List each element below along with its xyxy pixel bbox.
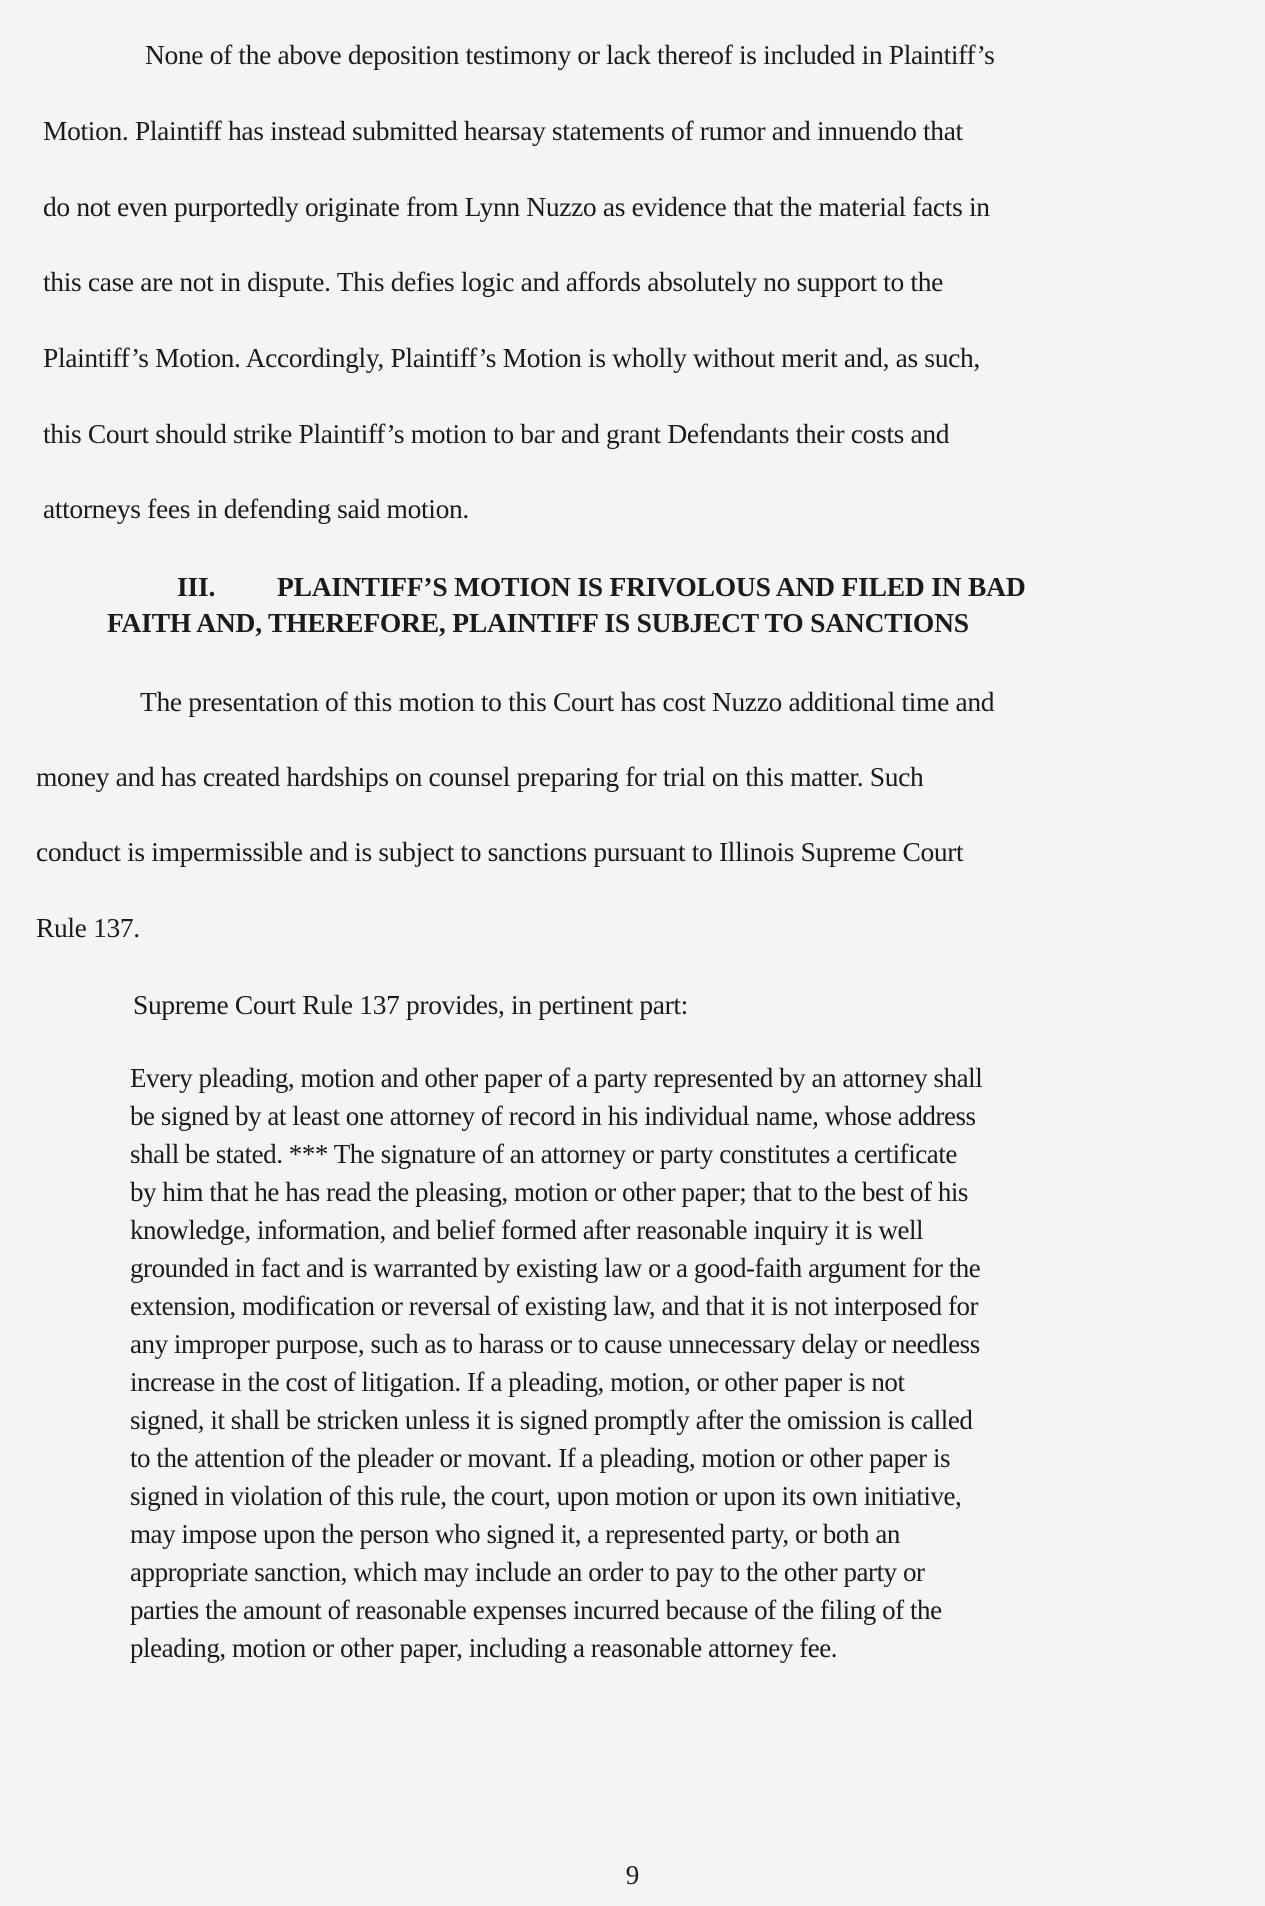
paragraph-line: money and has created hardships on counsel preparing for trial on this matter. Such — [36, 761, 924, 792]
paragraph-line: this case are not in dispute. This defies logic and affords absolutely no support to the — [43, 266, 943, 297]
paragraph-line: do not even purportedly originate from Lynn Nuzzo as evidence that the material facts in — [43, 191, 990, 222]
quote-line: any improper purpose, such as to harass or to cause unnecessary delay or needless — [130, 1329, 980, 1359]
quote-line: signed in violation of this rule, the court, upon motion or upon its own initiative, — [130, 1481, 962, 1511]
quote-line: knowledge, information, and belief formed after reasonable inquiry it is well — [130, 1215, 924, 1245]
quote-line: shall be stated. *** The signature of an attorney or party constitutes a certificate — [130, 1139, 957, 1169]
paragraph-line: attorneys fees in defending said motion. — [43, 493, 469, 524]
quote-line: extension, modification or reversal of existing law, and that it is not interposed for — [130, 1291, 979, 1321]
paragraph-line: Motion. Plaintiff has instead submitted hearsay statements of rumor and innuendo that — [43, 115, 963, 146]
page-number: 9 — [625, 1860, 640, 1890]
paragraph-line: Plaintiff’s Motion. Accordingly, Plaintiff’s Motion is wholly without merit and, as such, — [43, 342, 980, 373]
quote-line: parties the amount of reasonable expenses incurred because of the filing of the — [130, 1595, 942, 1625]
section-number: III. — [177, 571, 216, 602]
paragraph-line: conduct is impermissible and is subject to sanctions pursuant to Illinois Supreme Court — [36, 836, 964, 867]
quote-line: signed, it shall be stricken unless it is signed promptly after the omission is called — [130, 1405, 973, 1435]
quote-line: grounded in fact and is warranted by existing law or a good-faith argument for the — [130, 1253, 981, 1283]
section-title-line-1: PLAINTIFF’S MOTION IS FRIVOLOUS AND FILED IN BAD — [277, 571, 1026, 602]
quote-line: increase in the cost of litigation. If a pleading, motion, or other paper is not — [130, 1367, 905, 1397]
quote-line: be signed by at least one attorney of record in his individual name, whose address — [130, 1101, 976, 1131]
quote-line: Every pleading, motion and other paper of a party represented by an attorney shall — [130, 1063, 983, 1093]
quote-line: may impose upon the person who signed it, a represented party, or both an — [130, 1519, 900, 1549]
paragraph-line: The presentation of this motion to this Court has cost Nuzzo additional time and — [140, 686, 995, 717]
quote-line: by him that he has read the pleasing, motion or other paper; that to the best of his — [130, 1177, 968, 1207]
paragraph-line: None of the above deposition testimony or lack thereof is included in Plaintiff’s — [145, 39, 995, 70]
rule-intro: Supreme Court Rule 137 provides, in pertinent part: — [133, 989, 688, 1020]
paragraph-line: this Court should strike Plaintiff’s motion to bar and grant Defendants their costs and — [43, 418, 950, 449]
section-title-line-2: FAITH AND, THEREFORE, PLAINTIFF IS SUBJECT TO SANCTIONS — [107, 607, 969, 638]
quote-line: to the attention of the pleader or movant. If a pleading, motion or other paper is — [130, 1443, 951, 1473]
paragraph-line: Rule 137. — [36, 912, 140, 943]
quote-line: pleading, motion or other paper, including a reasonable attorney fee. — [130, 1633, 838, 1663]
quote-line: appropriate sanction, which may include an order to pay to the other party or — [130, 1557, 925, 1587]
